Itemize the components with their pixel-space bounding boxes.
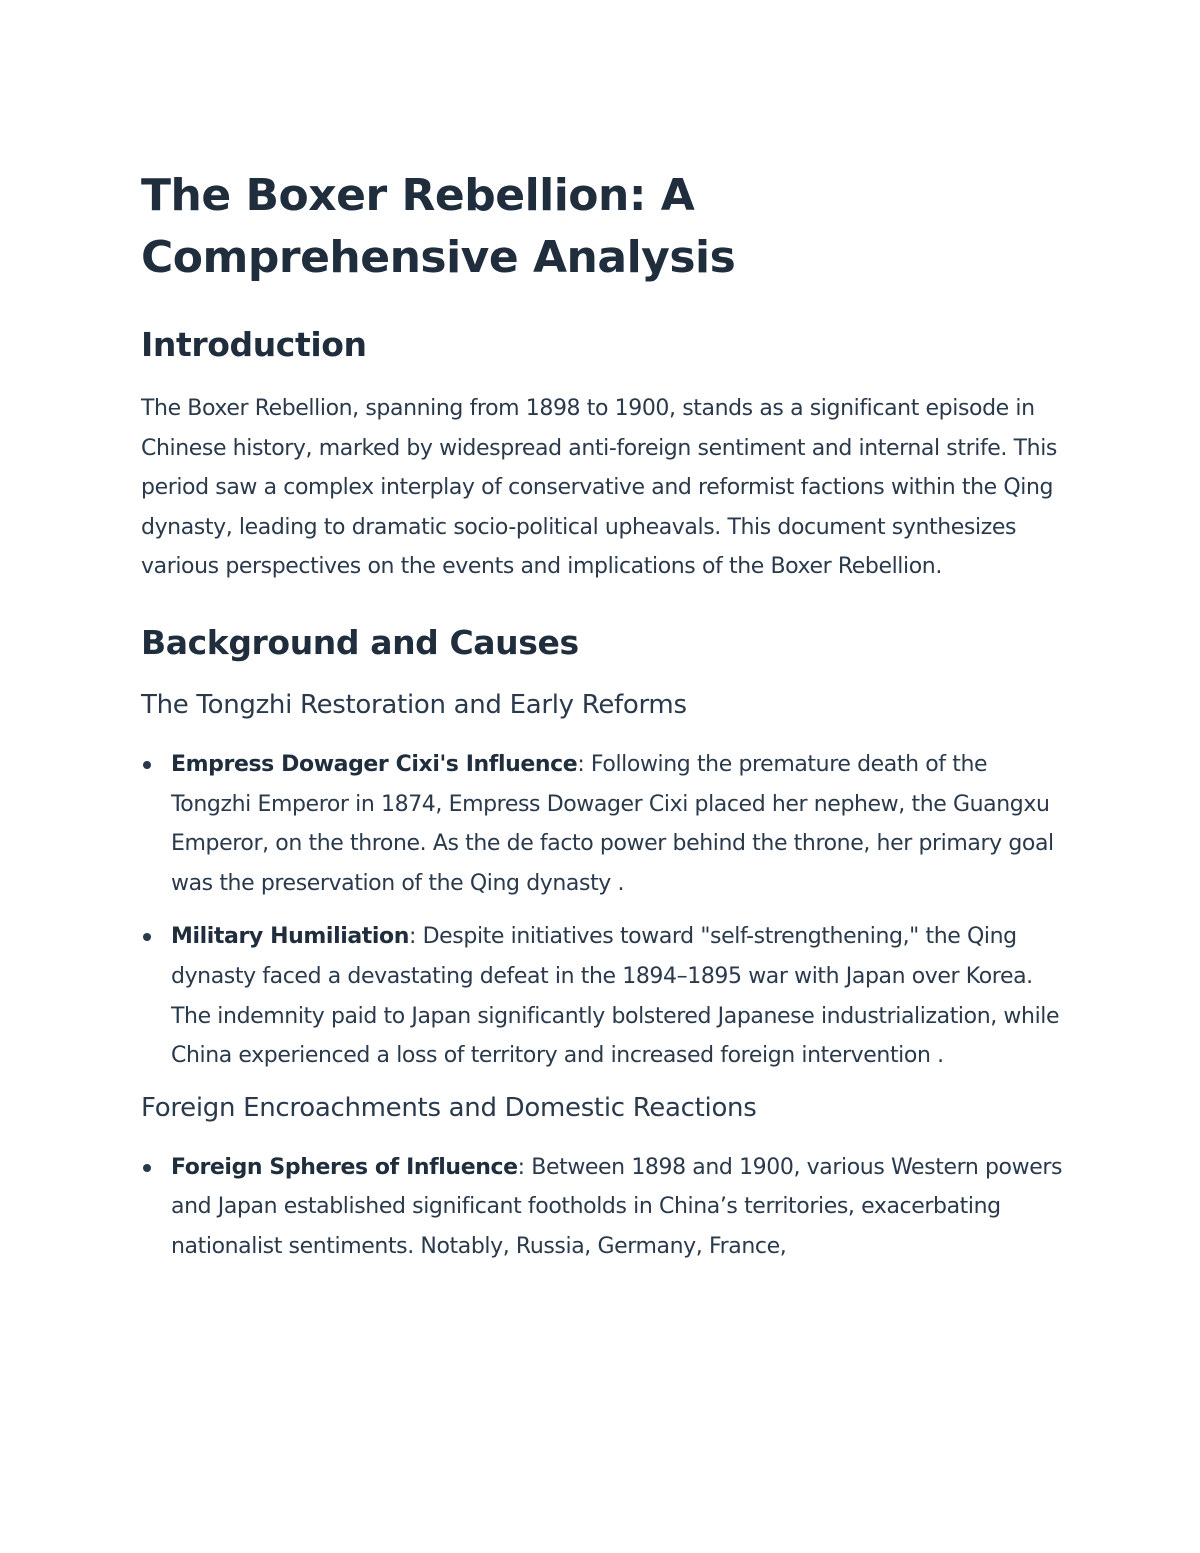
foreign-bullet-list <box>141 1148 1066 1267</box>
introduction-paragraph: The Boxer Rebellion, spanning from 1898 to 1900, stands as a significant episode in Chinese history, marked by widespread anti-foreign sentiment and internal strife. This period saw a complex interplay of conservative and reformist factions within the Qing dynasty, leading to dramatic socio-political upheavals. This document synthesizes various perspectives on the events and implications of the Boxer Rebellion. <box>141 396 1057 580</box>
bullet-icon <box>143 933 151 941</box>
list-item <box>141 1148 1066 1267</box>
list-item-term: Foreign Spheres of Influence <box>171 1154 518 1180</box>
list-item-text: : Following the premature death of the Tongzhi Emperor in 1874, Empress Dowager Cixi placed her nephew, the Guangxu Emperor, on the throne. As the de facto power behind the throne, her primary goal was the preservation of the Qing dynasty . <box>171 751 1054 896</box>
document-page <box>141 165 1066 1281</box>
list-item <box>141 917 1066 1075</box>
section-heading-background: Background and Causes <box>141 622 579 662</box>
section-heading-introduction: Introduction <box>141 325 367 364</box>
list-item <box>141 745 1066 903</box>
bullet-icon <box>143 761 151 769</box>
bullet-icon <box>143 1164 151 1172</box>
list-item-term: Military Humiliation <box>171 924 410 950</box>
list-item-text: : Between 1898 and 1900, various Western powers and Japan established significant footholds in China’s territories, exacerbating nationalist sentiments. Notably, Russia, Germany, France, <box>171 1154 1063 1259</box>
list-item-term: Empress Dowager Cixi's Influence <box>171 751 578 777</box>
tongzhi-bullet-list <box>141 745 1066 1076</box>
subsection-heading-foreign: Foreign Encroachments and Domestic Reactions <box>141 1092 757 1123</box>
subsection-heading-tongzhi: The Tongzhi Restoration and Early Reforms <box>141 689 687 720</box>
list-item-text: : Despite initiatives toward "self-strengthening," the Qing dynasty faced a devastating defeat in the 1894–1895 war with Japan over Korea. The indemnity paid to Japan significantly bolstered Japanese industrialization, while China experienced a loss of territory and increased foreign intervention . <box>171 924 1060 1069</box>
document-title: The Boxer Rebellion: A Comprehensive Analysis <box>141 170 736 283</box>
